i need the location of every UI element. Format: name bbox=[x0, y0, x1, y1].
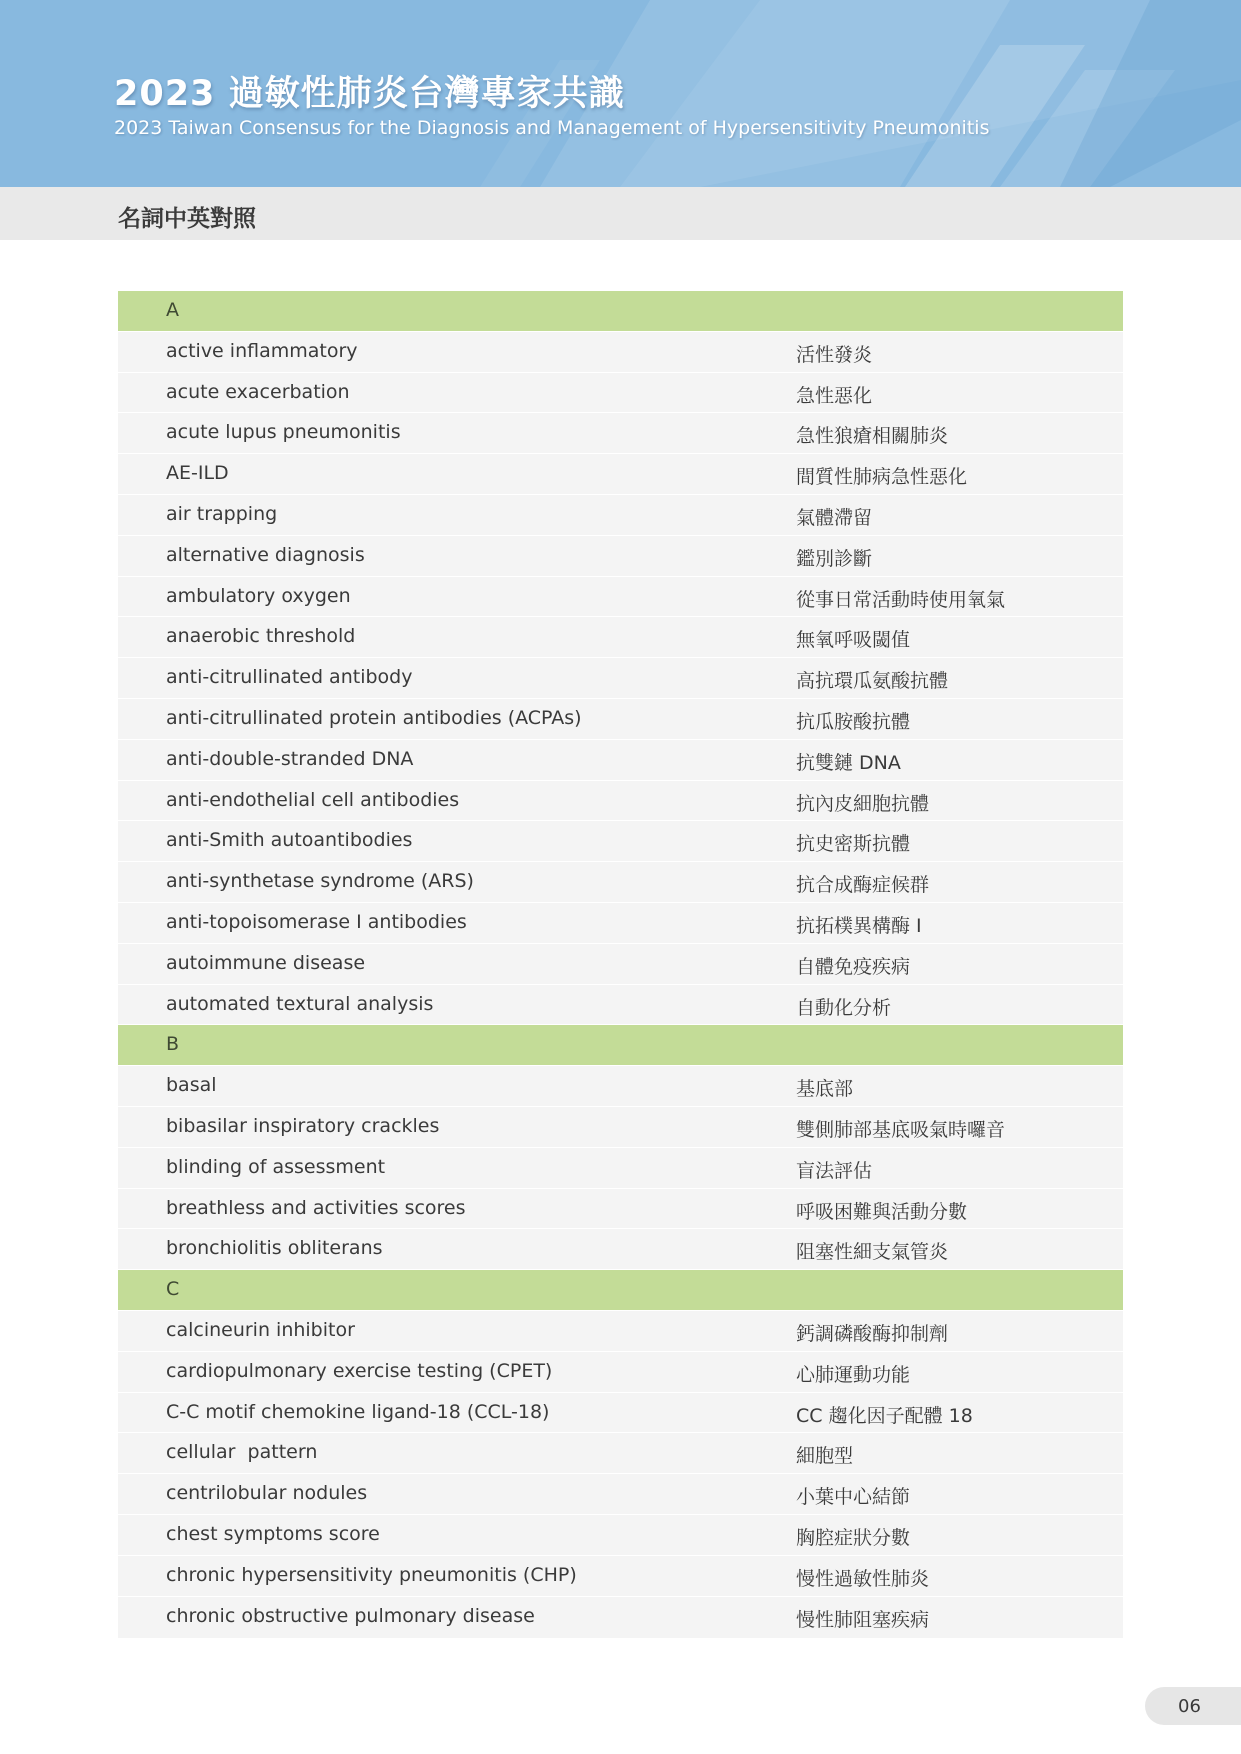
chinese-term: 慢性肺阻塞疾病 bbox=[796, 1608, 930, 1631]
glossary-row bbox=[118, 1066, 1123, 1107]
glossary-row bbox=[118, 781, 1123, 822]
english-term: alternative diagnosis bbox=[166, 543, 365, 566]
glossary-row bbox=[118, 658, 1123, 699]
glossary-row bbox=[118, 1433, 1123, 1474]
chinese-term: 高抗環瓜氨酸抗體 bbox=[796, 670, 949, 693]
english-term: acute lupus pneumonitis bbox=[166, 421, 401, 444]
chinese-term: 抗雙鏈 DNA bbox=[796, 751, 901, 774]
letter-heading-row bbox=[118, 1270, 1123, 1311]
section-title: 名詞中英對照 bbox=[118, 206, 256, 232]
english-term: calcineurin inhibitor bbox=[166, 1318, 355, 1341]
letter-heading-row bbox=[118, 291, 1123, 332]
chinese-term: 抗內皮細胞抗體 bbox=[796, 792, 930, 815]
glossary-row bbox=[118, 1148, 1123, 1189]
chinese-term: 抗合成酶症候群 bbox=[796, 874, 930, 897]
english-term: anti-citrullinated antibody bbox=[166, 666, 413, 689]
letter-heading: B bbox=[166, 1033, 180, 1056]
glossary-row bbox=[118, 944, 1123, 985]
page-number: 06 bbox=[1178, 1696, 1201, 1717]
glossary-row bbox=[118, 1393, 1123, 1434]
glossary-row bbox=[118, 1556, 1123, 1597]
english-term: breathless and activities scores bbox=[166, 1196, 466, 1219]
chinese-term: CC 趨化因子配體 18 bbox=[796, 1404, 973, 1427]
chinese-term: 自動化分析 bbox=[796, 996, 892, 1019]
english-term: anti-Smith autoantibodies bbox=[166, 829, 413, 852]
english-term: acute exacerbation bbox=[166, 380, 350, 403]
chinese-term: 自體免疫疾病 bbox=[796, 955, 911, 978]
document-title: 2023 過敏性肺炎台灣專家共識 bbox=[114, 74, 625, 114]
chinese-term: 氣體滯留 bbox=[796, 506, 873, 529]
english-term: C-C motif chemokine ligand-18 (CCL-18) bbox=[166, 1400, 550, 1423]
chinese-term: 呼吸困難與活動分數 bbox=[796, 1200, 968, 1223]
chinese-term: 基底部 bbox=[796, 1078, 854, 1101]
english-term: anti-topoisomerase I antibodies bbox=[166, 910, 467, 933]
english-term: bronchiolitis obliterans bbox=[166, 1237, 383, 1260]
chinese-term: 小葉中心結節 bbox=[796, 1486, 911, 1509]
chinese-term: 活性發炎 bbox=[796, 343, 873, 366]
english-term: autoimmune disease bbox=[166, 951, 366, 974]
document-subtitle: 2023 Taiwan Consensus for the Diagnosis and Management of Hypersensitivity Pneumonitis bbox=[114, 117, 990, 139]
glossary-row bbox=[118, 862, 1123, 903]
glossary-row bbox=[118, 373, 1123, 414]
english-term: automated textural analysis bbox=[166, 992, 434, 1015]
glossary-row bbox=[118, 740, 1123, 781]
glossary-row bbox=[118, 577, 1123, 618]
chinese-term: 抗史密斯抗體 bbox=[796, 833, 911, 856]
chinese-term: 鈣調磷酸酶抑制劑 bbox=[796, 1322, 949, 1345]
glossary-row bbox=[118, 413, 1123, 454]
glossary-row bbox=[118, 1311, 1123, 1352]
glossary-row bbox=[118, 495, 1123, 536]
chinese-term: 間質性肺病急性惡化 bbox=[796, 466, 968, 489]
chinese-term: 慢性過敏性肺炎 bbox=[796, 1567, 930, 1590]
english-term: cardiopulmonary exercise testing (CPET) bbox=[166, 1359, 553, 1382]
english-term: anti-double-stranded DNA bbox=[166, 747, 414, 770]
chinese-term: 急性狼瘡相關肺炎 bbox=[796, 425, 949, 448]
english-term: anti-endothelial cell antibodies bbox=[166, 788, 460, 811]
english-term: cellular pattern bbox=[166, 1441, 318, 1464]
english-term: chest symptoms score bbox=[166, 1522, 380, 1545]
english-term: anaerobic threshold bbox=[166, 625, 356, 648]
glossary-row bbox=[118, 1229, 1123, 1270]
chinese-term: 抗瓜胺酸抗體 bbox=[796, 710, 911, 733]
english-term: anti-citrullinated protein antibodies (ACPAs) bbox=[166, 706, 582, 729]
glossary-row bbox=[118, 1352, 1123, 1393]
glossary-row bbox=[118, 985, 1123, 1026]
glossary-row bbox=[118, 1597, 1123, 1639]
english-term: active inflammatory bbox=[166, 339, 358, 362]
glossary-row bbox=[118, 536, 1123, 577]
english-term: anti-synthetase syndrome (ARS) bbox=[166, 870, 474, 893]
chinese-term: 抗拓樸異構酶 I bbox=[796, 914, 922, 937]
glossary-row bbox=[118, 617, 1123, 658]
glossary-row bbox=[118, 1515, 1123, 1556]
english-term: AE-ILD bbox=[166, 462, 229, 485]
english-term: chronic hypersensitivity pneumonitis (CHP) bbox=[166, 1563, 577, 1586]
chinese-term: 無氧呼吸閾值 bbox=[796, 629, 911, 652]
chinese-term: 雙側肺部基底吸氣時囉音 bbox=[796, 1118, 1006, 1141]
english-term: ambulatory oxygen bbox=[166, 584, 351, 607]
section-header-bar bbox=[0, 187, 1241, 240]
glossary-row bbox=[118, 1189, 1123, 1230]
chinese-term: 從事日常活動時使用氧氣 bbox=[796, 588, 1006, 611]
glossary-row bbox=[118, 454, 1123, 495]
letter-heading: A bbox=[166, 299, 179, 321]
chinese-term: 細胞型 bbox=[796, 1445, 854, 1468]
chinese-term: 胸腔症狀分數 bbox=[796, 1526, 911, 1549]
chinese-term: 心肺運動功能 bbox=[796, 1363, 911, 1386]
english-term: basal bbox=[166, 1074, 217, 1097]
letter-heading-row bbox=[118, 1025, 1123, 1066]
glossary-row bbox=[118, 699, 1123, 740]
glossary-row bbox=[118, 1107, 1123, 1148]
chinese-term: 盲法評估 bbox=[796, 1159, 873, 1182]
letter-heading: C bbox=[166, 1278, 180, 1301]
page-number-tab bbox=[1145, 1687, 1241, 1725]
chinese-term: 阻塞性細支氣管炎 bbox=[796, 1241, 949, 1264]
english-term: chronic obstructive pulmonary disease bbox=[166, 1604, 535, 1627]
glossary-row bbox=[118, 332, 1123, 373]
english-term: bibasilar inspiratory crackles bbox=[166, 1114, 440, 1137]
glossary-table bbox=[118, 291, 1123, 1639]
header-banner bbox=[0, 0, 1241, 187]
chinese-term: 急性惡化 bbox=[796, 384, 873, 407]
english-term: air trapping bbox=[166, 502, 278, 525]
glossary-row bbox=[118, 903, 1123, 944]
english-term: centrilobular nodules bbox=[166, 1482, 368, 1505]
glossary-row bbox=[118, 1474, 1123, 1515]
english-term: blinding of assessment bbox=[166, 1155, 386, 1178]
chinese-term: 鑑別診斷 bbox=[796, 547, 873, 570]
glossary-row bbox=[118, 821, 1123, 862]
